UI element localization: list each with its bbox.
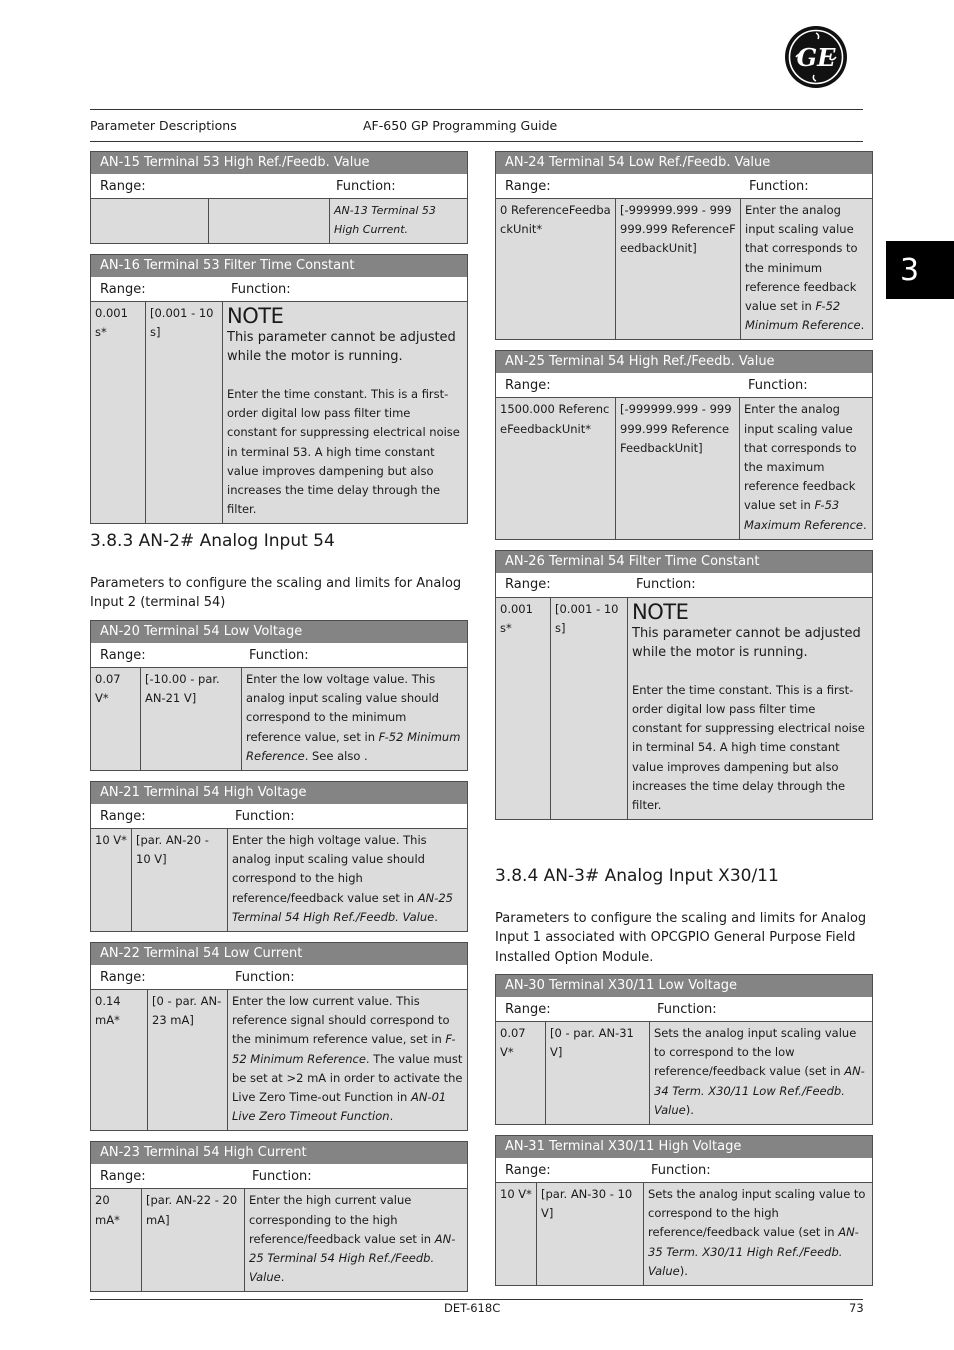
right-column xyxy=(495,151,873,830)
header-bottom-rule xyxy=(90,141,863,142)
param-header xyxy=(91,174,467,199)
param-description: Enter the analog input scaling value that corresponds to the maximum reference feedback value set in F-53 Maximum Reference. xyxy=(739,398,872,538)
param-description: Enter the low voltage value. This analog input scaling value should correspond to the minimum reference value, set in F-52 Minimum Reference. See also . xyxy=(241,668,467,770)
footer-page-number: 73 xyxy=(849,1301,864,1315)
range-label: Range: xyxy=(505,1001,551,1017)
param-title: AN-30 Terminal X30/11 Low Voltage xyxy=(496,975,872,997)
param-description: Enter the high voltage value. This analog input scaling value should correspond to the high reference/feedback value set in AN-25 Terminal 54 High Ref./Feedb. Value. xyxy=(227,829,467,931)
chapter-tab: 3 xyxy=(886,241,954,299)
param-title: AN-23 Terminal 54 High Current xyxy=(91,1142,467,1164)
param-range: [-999999.999 - 999999.999 ReferenceFeedbackUnit] xyxy=(615,199,740,339)
param-table-an24 xyxy=(495,151,873,340)
param-default: 20 mA* xyxy=(95,1193,120,1227)
note-heading: NOTE xyxy=(227,304,284,328)
param-header xyxy=(91,965,467,990)
param-table-an20 xyxy=(90,620,468,771)
footer-rule xyxy=(90,1299,863,1300)
param-title: AN-31 Terminal X30/11 High Voltage xyxy=(496,1136,872,1158)
ge-logo xyxy=(784,25,848,89)
param-header xyxy=(496,174,872,199)
left-column xyxy=(90,151,468,534)
param-row xyxy=(496,398,872,538)
param-row xyxy=(91,990,467,1130)
param-range: [-10.00 - par. AN-21 V] xyxy=(140,668,241,770)
param-header xyxy=(91,277,467,302)
param-range: [par. AN-30 - 10 V] xyxy=(536,1183,643,1285)
param-description: Enter the time constant. This is a first-order digital low pass filter time constant for suppressing electrical noise in terminal 53. A high time constant value improves dampening but also increases the time delay through the filter. xyxy=(227,387,460,517)
param-row xyxy=(91,829,467,931)
param-title: AN-26 Terminal 54 Filter Time Constant xyxy=(496,551,872,573)
param-range: [0 - par. AN-23 mA] xyxy=(147,990,227,1130)
function-label: Function: xyxy=(231,281,291,297)
range-label: Range: xyxy=(505,377,551,393)
param-default: 0.14 mA* xyxy=(95,994,121,1028)
range-label: Range: xyxy=(100,1168,146,1184)
param-row xyxy=(91,1189,467,1291)
header-guide-title: AF-650 GP Programming Guide xyxy=(363,118,558,133)
section-paragraph-3-8-3: Parameters to configure the scaling and limits for Analog Input 2 (terminal 54) xyxy=(90,576,462,611)
param-table-an31 xyxy=(495,1135,873,1286)
param-range: [par. AN-20 - 10 V] xyxy=(131,829,227,931)
ge-logo-text: GE xyxy=(796,43,836,72)
function-label: Function: xyxy=(336,178,396,194)
param-row xyxy=(91,302,467,523)
function-label: Function: xyxy=(657,1001,717,1017)
param-description: Enter the analog input scaling value that corresponds to the minimum reference feedback value set in F-52 Minimum Reference. xyxy=(740,199,872,339)
function-label: Function: xyxy=(235,969,295,985)
param-default: 1500.000 ReferenceFeedbackUnit* xyxy=(500,402,610,436)
param-title: AN-16 Terminal 53 Filter Time Constant xyxy=(91,255,467,277)
left-column-lower xyxy=(90,620,468,1302)
param-header xyxy=(496,997,872,1022)
param-range: [-999999.999 - 999999.999 ReferenceFeedbackUnit] xyxy=(615,398,739,538)
range-label: Range: xyxy=(100,808,146,824)
param-range: [0.001 - 10 s] xyxy=(145,302,222,523)
param-header xyxy=(496,373,872,398)
param-table-an21 xyxy=(90,781,468,932)
param-default: 0.001 s* xyxy=(95,306,128,340)
function-label: Function: xyxy=(651,1162,711,1178)
range-label: Range: xyxy=(100,647,146,663)
param-header xyxy=(91,804,467,829)
function-label: Function: xyxy=(748,377,808,393)
param-description: Sets the analog input scaling value to correspond to the low reference/feedback value (set in AN-34 Term. X30/11 Low Ref./Feedb. Value). xyxy=(649,1022,872,1124)
param-header xyxy=(91,1164,467,1189)
param-row xyxy=(91,199,467,243)
param-default: 0.07 V* xyxy=(500,1026,526,1060)
param-table-an16 xyxy=(90,254,468,524)
param-table-an26 xyxy=(495,550,873,820)
param-default: 0.001 s* xyxy=(500,601,533,636)
param-title: AN-21 Terminal 54 High Voltage xyxy=(91,782,467,804)
function-label: Function: xyxy=(235,808,295,824)
param-description: Enter the high current value corresponding to the high reference/feedback value set in AN-25 Terminal 54 High Ref./Feedb. Value. xyxy=(244,1189,467,1291)
right-column-lower xyxy=(495,974,873,1296)
note-heading: NOTE xyxy=(632,599,689,624)
function-label: Function: xyxy=(252,1168,312,1184)
function-label: Function: xyxy=(749,178,809,194)
range-label: Range: xyxy=(505,1162,551,1178)
range-label: Range: xyxy=(100,178,146,194)
param-row xyxy=(496,598,872,819)
note-text: This parameter cannot be adjusted while the motor is running. xyxy=(227,330,456,364)
param-range: [0.001 - 10 s] xyxy=(550,598,627,819)
param-title: AN-22 Terminal 54 Low Current xyxy=(91,943,467,965)
param-default: 10 V* xyxy=(500,1187,532,1202)
note-text: This parameter cannot be adjusted while the motor is running. xyxy=(632,625,861,660)
section-heading-3-8-4: 3.8.4 AN-3# Analog Input X30/11 xyxy=(495,866,779,886)
section-heading-3-8-3: 3.8.3 AN-2# Analog Input 54 xyxy=(90,531,335,551)
param-title: AN-15 Terminal 53 High Ref./Feedb. Value xyxy=(91,152,467,174)
param-description: Enter the low current value. This reference signal should correspond to the minimum reference value, set in F-52 Minimum Reference. The value must be set at >2 mA in order to activate the Live Zero Time-out Function in AN-01 Live Zero Timeout Function. xyxy=(227,990,467,1130)
range-label: Range: xyxy=(100,969,146,985)
param-title: AN-25 Terminal 54 High Ref./Feedb. Value xyxy=(496,351,872,373)
param-row xyxy=(496,199,872,339)
range-label: Range: xyxy=(505,577,551,593)
param-header xyxy=(496,1158,872,1183)
param-table-an22 xyxy=(90,942,468,1131)
param-range: [par. AN-22 - 20 mA] xyxy=(141,1189,244,1291)
param-title: AN-20 Terminal 54 Low Voltage xyxy=(91,621,467,643)
param-table-an30 xyxy=(495,974,873,1125)
param-row xyxy=(496,1022,872,1124)
range-label: Range: xyxy=(505,178,551,194)
header-top-rule xyxy=(90,109,863,110)
param-row xyxy=(496,1183,872,1285)
param-default: 0 ReferenceFeedbackUnit* xyxy=(500,203,611,237)
param-default: 10 V* xyxy=(95,833,127,848)
param-header xyxy=(496,573,872,598)
param-default: 0.07 V* xyxy=(95,672,121,706)
param-table-an25 xyxy=(495,350,873,539)
param-reference: AN-13 Terminal 53 High Current. xyxy=(334,204,436,236)
param-table-an15 xyxy=(90,151,468,244)
function-label: Function: xyxy=(636,577,696,593)
param-description: Enter the time constant. This is a first-order digital low pass filter time constant for suppressing electrical noise in terminal 54. A high time constant value improves dampening but also increases the time delay through the filter. xyxy=(632,682,865,813)
header-section-name: Parameter Descriptions xyxy=(90,118,237,133)
param-range: [0 - par. AN-31 V] xyxy=(545,1022,649,1124)
param-title: AN-24 Terminal 54 Low Ref./Feedb. Value xyxy=(496,152,872,174)
param-row xyxy=(91,668,467,770)
function-label: Function: xyxy=(249,647,309,663)
range-label: Range: xyxy=(100,281,146,297)
footer-doc-number: DET-618C xyxy=(444,1301,501,1315)
param-description: Sets the analog input scaling value to correspond to the high reference/feedback value (set in AN-35 Term. X30/11 High Ref./Feedb. Value). xyxy=(643,1183,872,1285)
param-table-an23 xyxy=(90,1141,468,1292)
section-paragraph-3-8-4: Parameters to configure the scaling and limits for Analog Input 1 associated with OPCGPIO General Purpose Field Installed Option Module. xyxy=(495,911,867,965)
param-header xyxy=(91,643,467,668)
